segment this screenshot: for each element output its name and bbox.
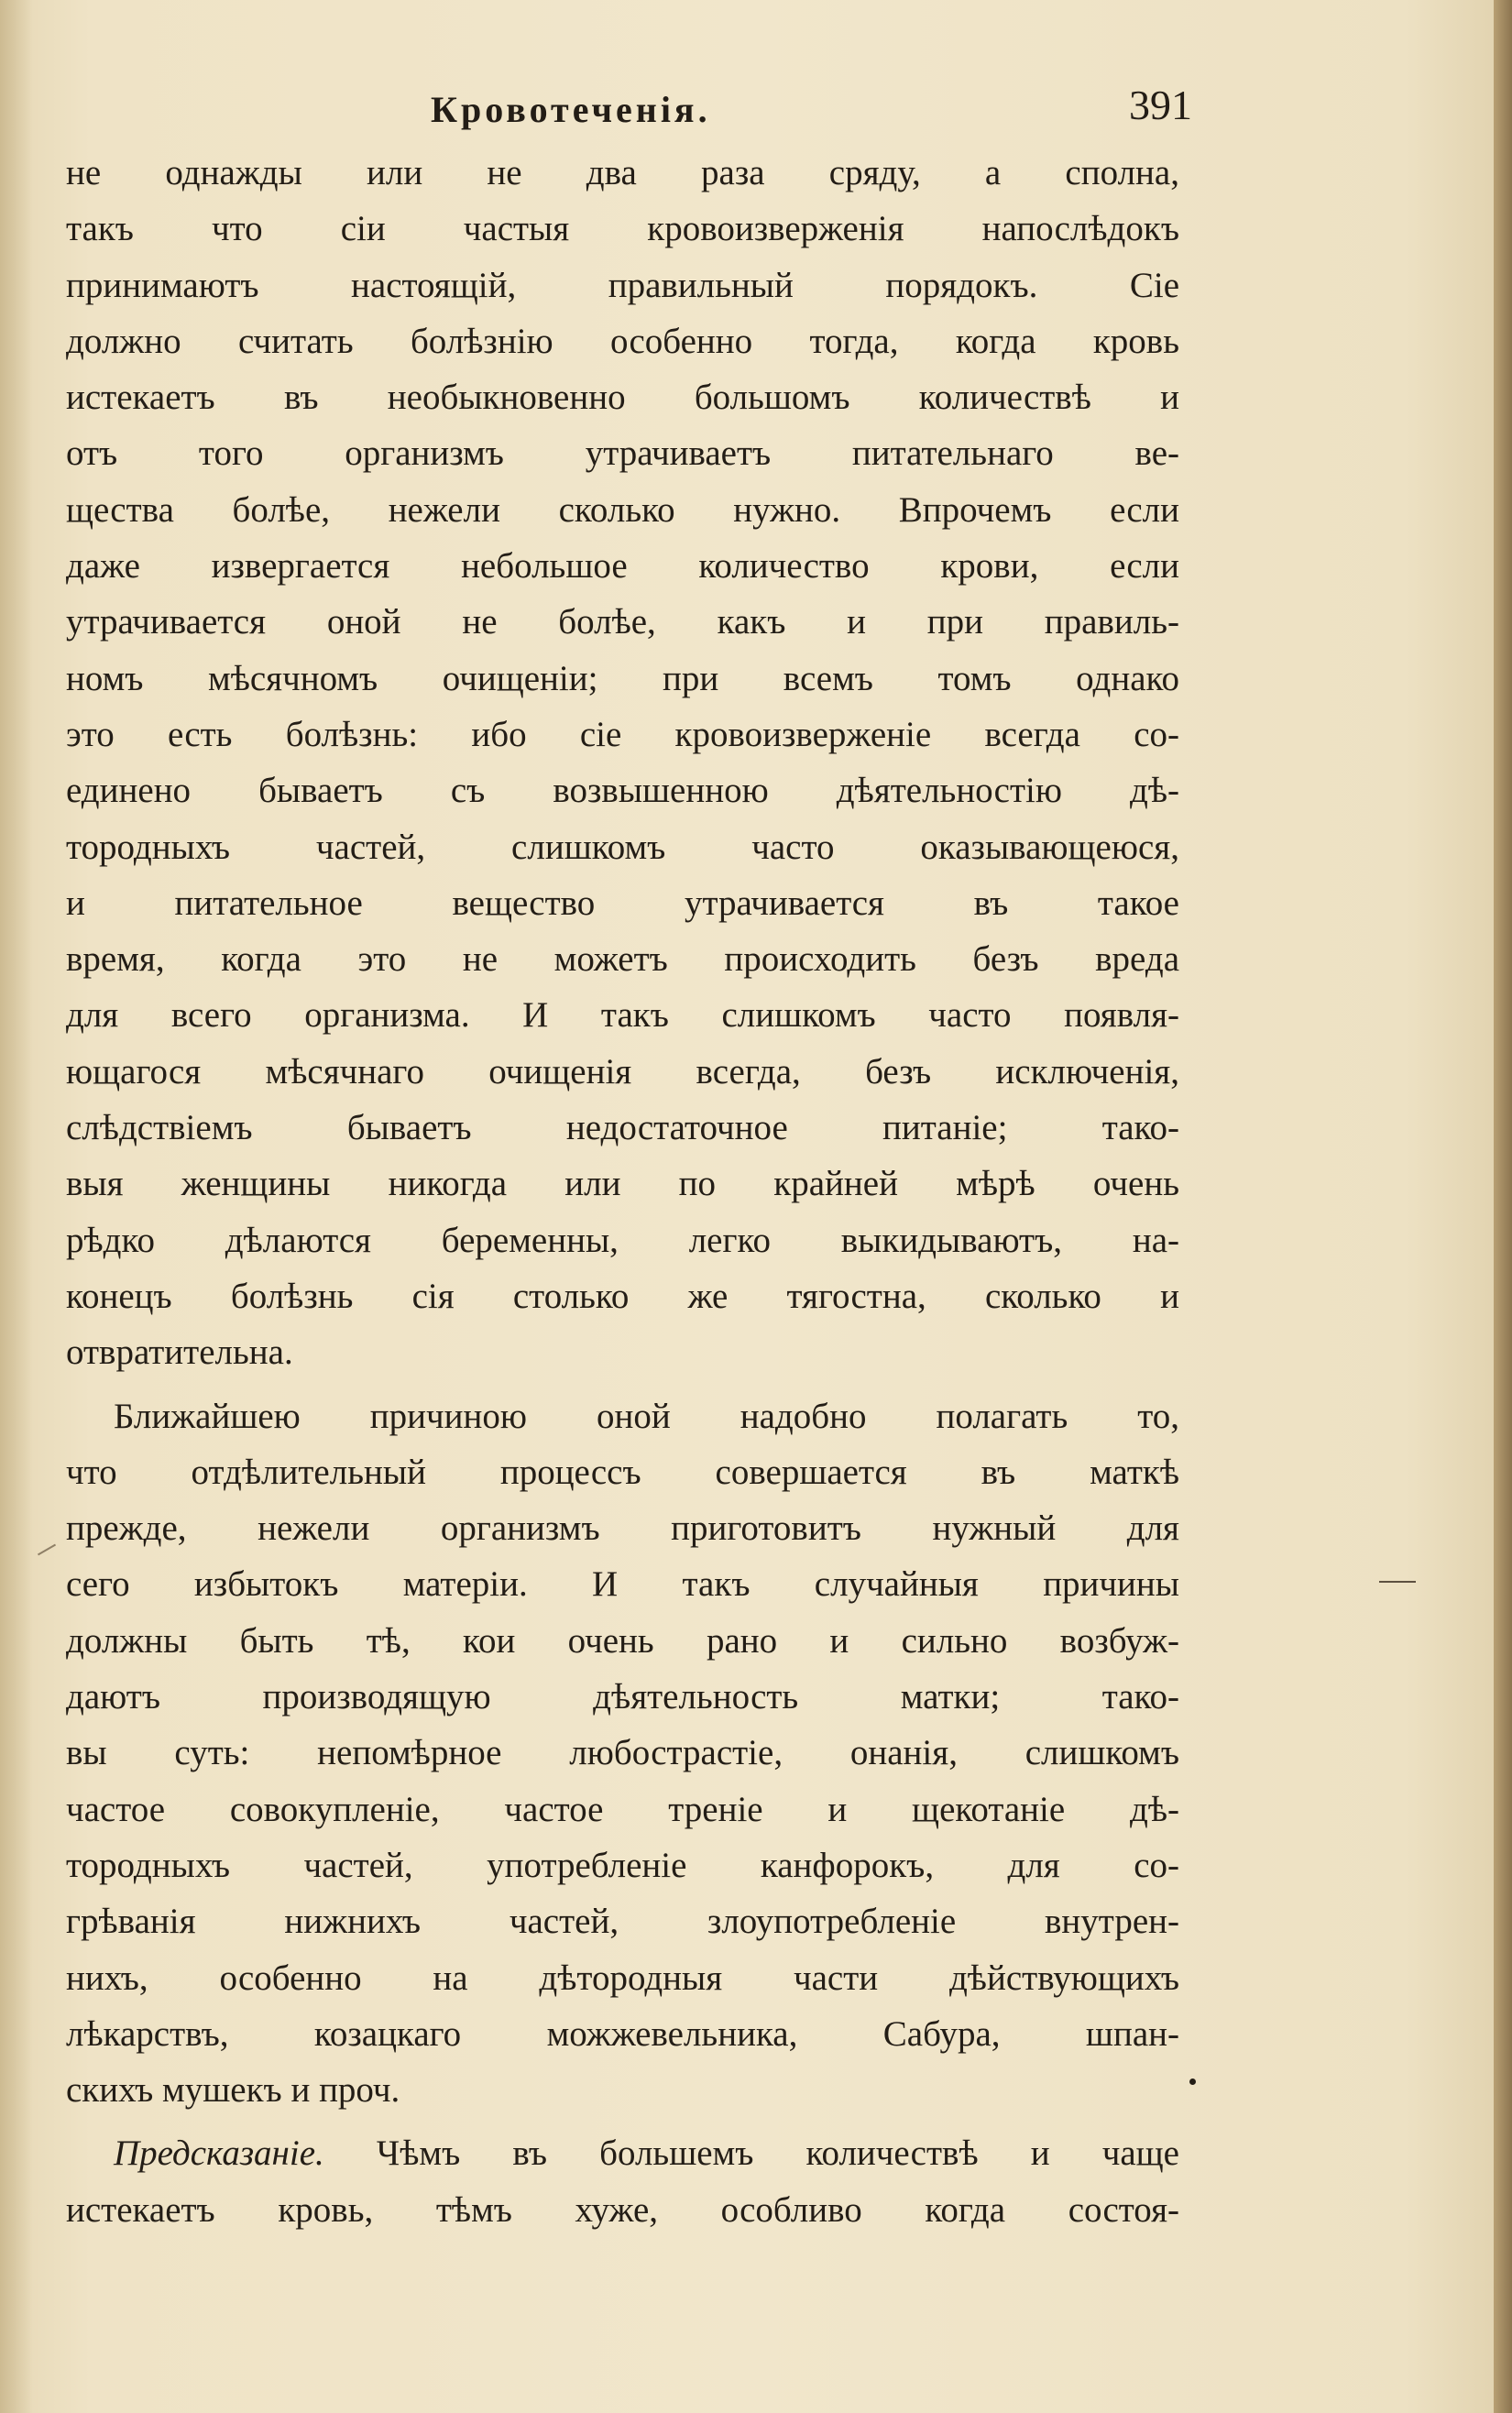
text-line: ющагося мѣсячнаго очищенія всегда, безъ исключенія, xyxy=(66,1051,1179,1091)
text-line: не однажды или не два раза сряду, а сполна, xyxy=(66,153,1179,192)
margin-mark xyxy=(38,1544,56,1556)
running-head: Кровотеченія. xyxy=(431,89,711,130)
text-line: что отдѣлительный процессъ совершается въ маткѣ xyxy=(66,1452,1179,1492)
paragraph-1 xyxy=(66,145,1179,1381)
text-line: должно считать болѣзнію особенно тогда, когда кровь xyxy=(66,321,1179,361)
text-line: конецъ болѣзнь сія столько же тягостна, сколько и xyxy=(66,1276,1179,1316)
text-line: Ближайшею причиною оной надобно полагать то, xyxy=(114,1396,1179,1436)
paragraph-2 xyxy=(66,1388,1179,2119)
text-line: даютъ производящую дѣятельность матки; тако- xyxy=(66,1677,1179,1717)
text-line: грѣванія нижнихъ частей, злоупотребленіе внутрен- xyxy=(66,1902,1179,1942)
page-number: 391 xyxy=(1129,82,1192,128)
text-line: частое совокупленіе, частое треніе и щекотаніе дѣ- xyxy=(66,1789,1179,1829)
text-line: истекаетъ въ необыкновенно большомъ количествѣ и xyxy=(66,378,1179,418)
text-line: нихъ, особенно на дѣтородныя части дѣйствующихъ xyxy=(66,1958,1179,1998)
text-line: лѣкарствъ, козацкаго можжевельника, Сабура, шпан- xyxy=(66,2013,1179,2054)
text-line: даже извергается небольшое количество крови, если xyxy=(66,546,1179,587)
text-line: рѣдко дѣлаются беременны, легко выкидываютъ, на- xyxy=(66,1220,1179,1260)
text-line: тородныхъ частей, употребленіе канфорокъ, для со- xyxy=(66,1845,1179,1885)
text-line: время, когда это не можетъ происходить безъ вреда xyxy=(66,939,1179,980)
text-line: такъ что сіи частыя кровоизверженія напослѣдокъ xyxy=(66,209,1179,249)
body-text xyxy=(66,145,1179,2238)
text-line: выя женщины никогда или по крайней мѣрѣ очень xyxy=(66,1164,1179,1204)
ink-speck xyxy=(1189,2078,1196,2085)
text-line: принимаютъ настоящій, правильный порядокъ. Сіе xyxy=(66,265,1179,305)
text-line: единено бываетъ съ возвышенною дѣятельностію дѣ- xyxy=(66,771,1179,811)
text-line: должны быть тѣ, кои очень рано и сильно возбуж- xyxy=(66,1620,1179,1661)
text-line: отвратительна. xyxy=(66,1333,293,1373)
text-line: слѣдствіемъ бываетъ недостаточное питаніе; тако- xyxy=(66,1108,1179,1148)
text-line: для всего организма. И такъ слишкомъ часто появля- xyxy=(66,995,1179,1036)
text-run: Чѣмъ въ большемъ количествѣ и чаще xyxy=(376,2133,1179,2174)
margin-mark xyxy=(1379,1581,1416,1583)
text-line: это есть болѣзнь: ибо сіе кровоизверженіе всегда со- xyxy=(66,714,1179,754)
text-line: вы суть: непомѣрное любострастіе, онанія, слишкомъ xyxy=(66,1733,1179,1773)
text-line: сего избытокъ матеріи. И такъ случайныя причины xyxy=(66,1564,1179,1605)
text-line xyxy=(66,2125,1179,2181)
text-line: отъ того организмъ утрачиваетъ питательнаго ве- xyxy=(66,433,1179,474)
text-line: скихъ мушекъ и проч. xyxy=(66,2070,400,2111)
text-line: утрачивается оной не болѣе, какъ и при правиль- xyxy=(66,602,1179,642)
text-line: номъ мѣсячномъ очищеніи; при всемъ томъ однако xyxy=(66,658,1179,698)
text-line: истекаетъ кровь, тѣмъ хуже, особливо когда состоя- xyxy=(66,2189,1179,2230)
text-line: и питательное вещество утрачивается въ такое xyxy=(66,883,1179,923)
page-header xyxy=(0,81,1512,136)
paragraph-3 xyxy=(66,2125,1179,2238)
text-line: прежде, нежели организмъ приготовитъ нужный для xyxy=(66,1508,1179,1549)
text-line: щества болѣе, нежели сколько нужно. Впрочемъ если xyxy=(66,489,1179,530)
text-line: тородныхъ частей, слишкомъ часто оказывающеюся, xyxy=(66,827,1179,867)
page-edge xyxy=(1494,0,1512,2413)
section-lead: Предсказаніе. xyxy=(114,2133,324,2174)
